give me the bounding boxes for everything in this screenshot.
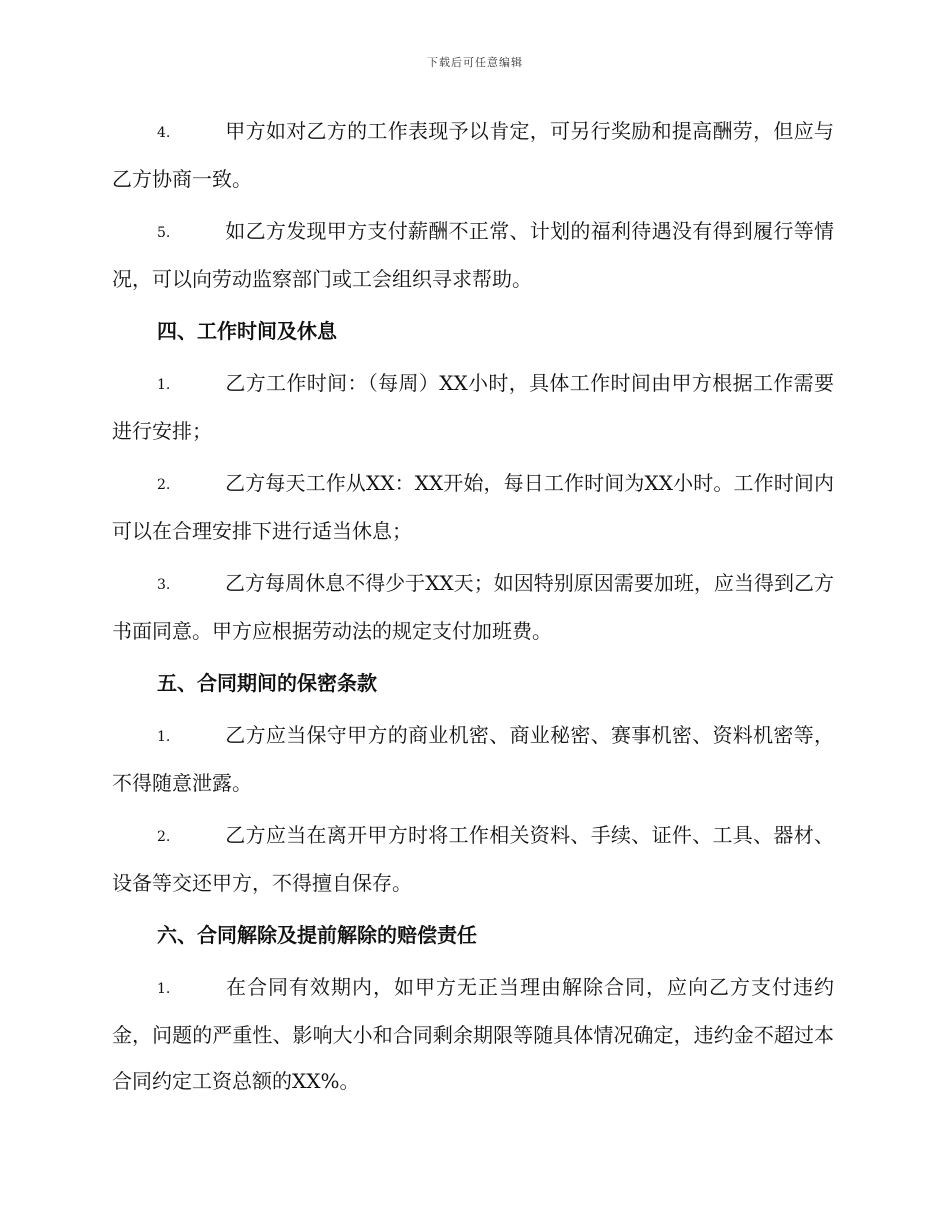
clause-paragraph: [112, 964, 834, 1104]
clause-number: 5.: [157, 225, 171, 241]
clause-number: 2.: [157, 829, 171, 845]
clause-paragraph: [112, 712, 834, 806]
clause-number: 3.: [157, 577, 171, 593]
section-heading: 五、合同期间的保密条款: [157, 671, 377, 695]
clause-text: 乙方每天工作从XX：XX开始，每日工作时间为XX小时。工作时间内可以在合理安排下进行适当休息；: [112, 471, 834, 543]
clause-number: 1.: [157, 377, 171, 393]
section-heading: 六、合同解除及提前解除的赔偿责任: [157, 923, 477, 947]
clause-number: 4.: [157, 125, 171, 141]
clause-paragraph: [112, 560, 834, 654]
document-body: [112, 108, 834, 1110]
section-heading: 四、工作时间及休息: [157, 319, 337, 343]
clause-text: 乙方工作时间：（每周）XX小时，具体工作时间由甲方根据工作需要进行安排；: [112, 371, 834, 443]
clause-text: 乙方应当在离开甲方时将工作相关资料、手续、证件、工具、器材、设备等交还甲方，不得擅自保存。: [112, 823, 834, 895]
clause-paragraph: [112, 208, 834, 302]
clause-number: 1.: [157, 729, 171, 745]
clause-paragraph: [112, 360, 834, 454]
clause-paragraph: [112, 460, 834, 554]
clause-number: 2.: [157, 477, 171, 493]
clause-text: 如乙方发现甲方支付薪酬不正常、计划的福利待遇没有得到履行等情况，可以向劳动监察部门或工会组织寻求帮助。: [112, 219, 834, 291]
clause-text: 乙方每周休息不得少于XX天；如因特别原因需要加班，应当得到乙方书面同意。甲方应根据劳动法的规定支付加班费。: [112, 571, 834, 643]
clause-paragraph: [112, 812, 834, 906]
clause-text: 甲方如对乙方的工作表现予以肯定，可另行奖励和提高酬劳，但应与乙方协商一致。: [112, 119, 834, 191]
clause-number: 1.: [157, 981, 171, 997]
clause-text: 乙方应当保守甲方的商业机密、商业秘密、赛事机密、资料机密等，不得随意泄露。: [112, 723, 834, 795]
clause-text: 在合同有效期内，如甲方无正当理由解除合同，应向乙方支付违约金，问题的严重性、影响大小和合同剩余期限等随具体情况确定，违约金不超过本合同约定工资总额的XX%。: [112, 975, 834, 1093]
clause-paragraph: [112, 108, 834, 202]
page-header: 下载后可任意编辑: [427, 56, 523, 69]
